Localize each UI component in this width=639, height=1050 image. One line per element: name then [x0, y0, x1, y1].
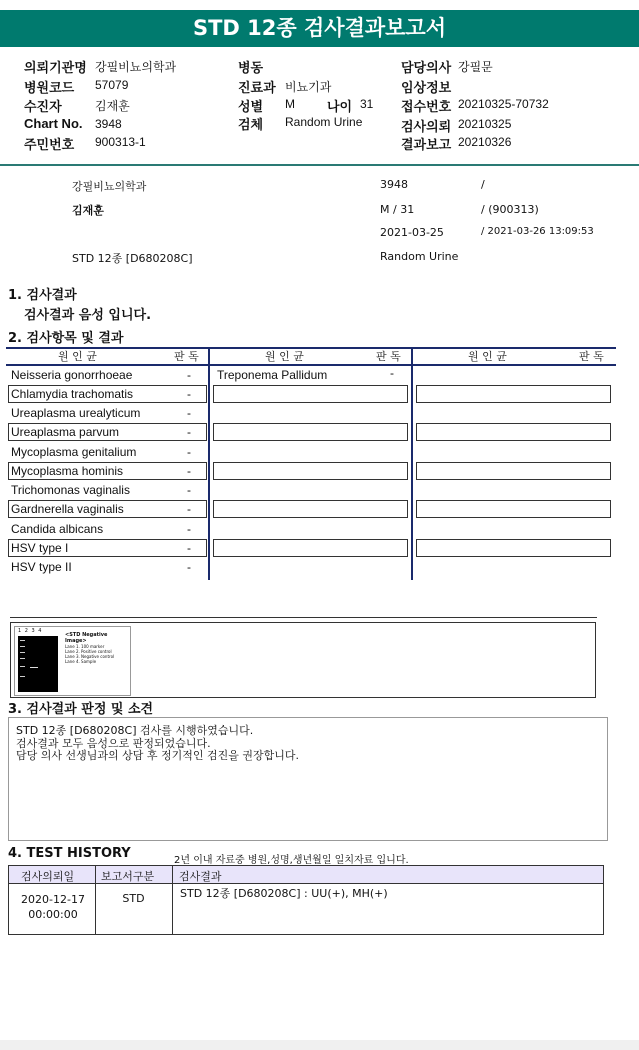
history-header-type: 보고서구분	[101, 870, 155, 883]
section2-title: 2. 검사항목 및 결과	[8, 331, 124, 346]
col1-res-1: -	[187, 368, 191, 382]
request-label: 검사의뢰	[401, 119, 452, 134]
col2-org-1: Treponema Pallidum	[217, 368, 328, 382]
gel-legend	[65, 644, 114, 664]
row-box	[416, 539, 611, 557]
age-label: 나이	[327, 99, 353, 114]
col1-res-2: -	[187, 387, 191, 401]
row-box	[213, 385, 408, 403]
request-value: 20210325	[458, 117, 512, 131]
col1-res-6: -	[187, 464, 191, 478]
col1-res-5: -	[187, 445, 191, 459]
col3-header-org: 원 인 균	[468, 350, 507, 363]
info-name: 김재훈	[72, 204, 104, 217]
grid-divider-2	[411, 349, 413, 580]
info-date1: 2021-03-25	[380, 226, 444, 239]
section4-title: 4. TEST HISTORY	[8, 846, 131, 861]
col1-org-4: Ureaplasma parvum	[11, 425, 120, 439]
row-box	[213, 462, 408, 480]
history-header-date: 검사의뢰일	[21, 870, 75, 883]
col1-org-9: Candida albicans	[11, 522, 104, 536]
info-chart: 3948	[380, 178, 408, 191]
grid-top-line	[6, 347, 616, 349]
institution-label: 의뢰기관명	[24, 60, 87, 75]
opinion-line-3: 담당 의사 선생님과의 상담 후 정기적인 검진을 권장합니다.	[16, 749, 299, 762]
history-row-type: STD	[122, 892, 145, 905]
patient-label: 수진자	[24, 99, 62, 114]
col1-res-10: -	[187, 541, 191, 555]
sex-value: M	[285, 97, 295, 111]
row-box	[416, 462, 611, 480]
report-title: STD 12종 검사결과보고서	[0, 10, 639, 47]
doctor-label: 담당의사	[401, 60, 452, 75]
history-date: 2020-12-17	[21, 893, 85, 906]
chart-value: 3948	[95, 117, 122, 131]
age-value: 31	[360, 97, 374, 111]
col2-header-res: 판 독	[376, 350, 401, 363]
gel-legend-line: Lane 4. Sample	[65, 659, 97, 664]
report-value: 20210326	[458, 135, 512, 149]
col1-org-2: Chlamydia trachomatis	[11, 387, 134, 401]
dept-label: 진료과	[238, 80, 276, 95]
dept-value: 비뇨기과	[285, 80, 332, 94]
chart-label: Chart No.	[24, 116, 83, 131]
col1-res-9: -	[187, 522, 191, 536]
info-sex-age: M / 31	[380, 203, 415, 216]
col1-org-10: HSV type I	[11, 541, 69, 555]
institution-value: 강필비뇨의학과	[95, 60, 177, 74]
history-col-line	[172, 866, 173, 934]
patient-value: 김재훈	[95, 99, 130, 113]
row-box	[416, 500, 611, 518]
history-row-date	[15, 892, 91, 922]
section4-note: 2년 이내 자료중 병원,성명,생년월일 일치자료 입니다.	[174, 855, 409, 866]
col1-res-7: -	[187, 483, 191, 497]
grid-divider-1	[208, 349, 210, 580]
clinical-label: 임상정보	[401, 80, 452, 95]
report-label: 결과보고	[401, 137, 452, 152]
info-test: STD 12종 [D680208C]	[72, 252, 193, 265]
row-box	[213, 500, 408, 518]
info-birth: / (900313)	[481, 203, 539, 216]
sex-label: 성별	[238, 99, 264, 114]
history-time: 00:00:00	[28, 908, 78, 921]
row-box	[213, 539, 408, 557]
section3-title: 3. 검사결과 판정 및 소견	[8, 702, 154, 717]
row-box	[213, 423, 408, 441]
page-bottom	[0, 1040, 639, 1050]
doctor-value: 강필문	[458, 60, 493, 74]
specimen-value: Random Urine	[285, 115, 363, 129]
gel-legend-line: Lane 3. Negative control	[65, 654, 115, 659]
row-box	[416, 423, 611, 441]
col1-res-4: -	[187, 425, 191, 439]
receipt-value: 20210325-70732	[458, 97, 549, 111]
col1-org-3: Ureaplasma urealyticum	[11, 406, 141, 420]
gel-photo	[18, 636, 58, 692]
info-specimen: Random Urine	[380, 250, 459, 263]
col2-res-1: -	[390, 366, 394, 380]
hospital-code-label: 병원코드	[24, 80, 75, 95]
row-box	[416, 385, 611, 403]
gel-divider	[10, 617, 597, 618]
history-header-row	[9, 866, 603, 884]
hospital-code-value: 57079	[95, 78, 129, 92]
history-row-result: STD 12종 [D680208C] : UU(+), MH(+)	[180, 887, 388, 900]
col1-org-5: Mycoplasma genitalium	[11, 445, 137, 459]
history-header-result: 검사결과	[179, 870, 222, 883]
section1-title: 1. 검사결과	[8, 288, 77, 303]
opinion-box	[8, 717, 608, 841]
gel-legend-line: Lane 2. Positive control	[65, 649, 112, 654]
receipt-label: 접수번호	[401, 99, 452, 114]
ward-label: 병동	[238, 60, 264, 75]
info-slash: /	[481, 178, 485, 191]
id-label: 주민번호	[24, 137, 75, 152]
history-table	[8, 865, 604, 935]
id-value: 900313-1	[95, 135, 146, 149]
col1-res-11: -	[187, 560, 191, 574]
col1-res-3: -	[187, 406, 191, 420]
header-divider	[0, 164, 639, 166]
gel-legend-line: Lane 1. 100 marker	[65, 644, 105, 649]
opinion-line-1: STD 12종 [D680208C] 검사를 시행하였습니다.	[16, 724, 254, 737]
gel-image	[14, 626, 131, 696]
col1-res-8: -	[187, 502, 191, 516]
col1-header-org: 원 인 균	[58, 350, 97, 363]
specimen-label: 검체	[238, 117, 264, 132]
col1-org-6: Mycoplasma hominis	[11, 464, 124, 478]
info-date2: / 2021-03-26 13:09:53	[481, 226, 594, 237]
col1-org-11: HSV type II	[11, 560, 72, 574]
col2-header-org: 원 인 균	[265, 350, 304, 363]
col1-org-1: Neisseria gonorrhoeae	[11, 368, 133, 382]
col1-org-7: Trichomonas vaginalis	[11, 483, 130, 497]
col1-org-8: Gardnerella vaginalis	[11, 502, 124, 516]
section1-result: 검사결과 음성 입니다.	[24, 308, 152, 323]
col1-header-res: 판 독	[174, 350, 199, 363]
col3-header-res: 판 독	[579, 350, 604, 363]
info-clinic: 강필비뇨의학과	[72, 180, 147, 193]
gel-title: <STD Negative Image>	[65, 632, 108, 644]
opinion-line-2: 검사결과 모두 음성으로 판정되었습니다.	[16, 737, 211, 750]
gel-lane-numbers: 1 2 3 4	[18, 628, 43, 634]
